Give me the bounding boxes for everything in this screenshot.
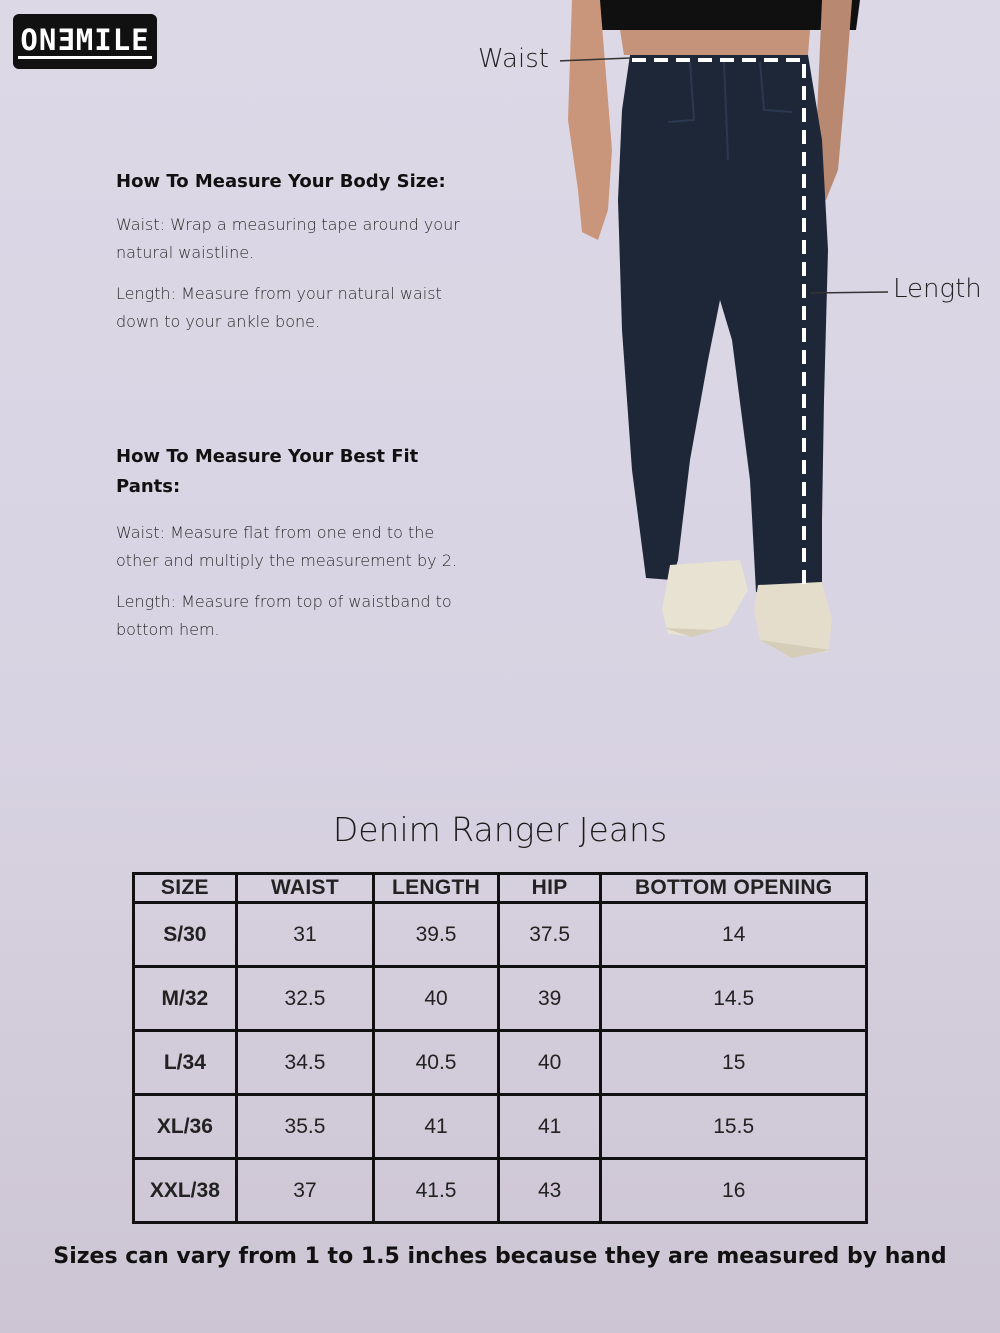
header-bottom-opening: BOTTOM OPENING <box>601 874 867 903</box>
cell-length: 41.5 <box>374 1159 499 1223</box>
cell-length: 40 <box>374 967 499 1031</box>
cell-bottom-opening: 16 <box>601 1159 867 1223</box>
logo-text: ONƎMILE <box>20 23 150 57</box>
measure-body-section <box>116 167 461 336</box>
header-hip: HIP <box>498 874 601 903</box>
measure-pants-length: Length: Measure from top of waistband to bottom hem. <box>116 592 452 639</box>
measure-body-length: Length: Measure from your natural waist down to your ankle bone. <box>116 284 442 331</box>
size-chart-title: Denim Ranger Jeans <box>332 810 668 849</box>
cell-size: L/34 <box>134 1031 237 1095</box>
cell-waist: 32.5 <box>236 967 373 1031</box>
table-row <box>134 1159 867 1223</box>
header-length: LENGTH <box>374 874 499 903</box>
cell-hip: 41 <box>498 1095 601 1159</box>
cell-size: XL/36 <box>134 1095 237 1159</box>
table-row <box>134 1095 867 1159</box>
cell-length: 40.5 <box>374 1031 499 1095</box>
cell-bottom-opening: 14 <box>601 903 867 967</box>
cell-hip: 37.5 <box>498 903 601 967</box>
brand-logo <box>13 14 157 69</box>
cell-bottom-opening: 14.5 <box>601 967 867 1031</box>
measure-pants-section <box>116 442 461 644</box>
cell-hip: 43 <box>498 1159 601 1223</box>
measurement-disclaimer: Sizes can vary from 1 to 1.5 inches because they are measured by hand <box>53 1244 947 1269</box>
cell-waist: 35.5 <box>236 1095 373 1159</box>
table-row <box>134 1031 867 1095</box>
cell-bottom-opening: 15.5 <box>601 1095 867 1159</box>
jeans-model-figure <box>478 0 1000 680</box>
cell-length: 41 <box>374 1095 499 1159</box>
table-row <box>134 903 867 967</box>
measure-pants-heading: How To Measure Your Best Fit Pants: <box>116 446 419 497</box>
cell-bottom-opening: 15 <box>601 1031 867 1095</box>
cell-size: XXL/38 <box>134 1159 237 1223</box>
length-label: Length <box>893 274 982 304</box>
measure-body-waist: Waist: Wrap a measuring tape around your natural waistline. <box>116 215 460 262</box>
size-chart-header-row <box>134 874 867 903</box>
measure-pants-waist: Waist: Measure flat from one end to the other and multiply the measurement by 2. <box>116 523 457 570</box>
size-chart-table <box>132 872 868 1224</box>
header-size: SIZE <box>134 874 237 903</box>
cell-hip: 40 <box>498 1031 601 1095</box>
cell-hip: 39 <box>498 967 601 1031</box>
cell-length: 39.5 <box>374 903 499 967</box>
cell-waist: 31 <box>236 903 373 967</box>
measure-body-heading: How To Measure Your Body Size: <box>116 171 446 192</box>
cell-size: S/30 <box>134 903 237 967</box>
cell-waist: 34.5 <box>236 1031 373 1095</box>
table-row <box>134 967 867 1031</box>
header-waist: WAIST <box>236 874 373 903</box>
cell-waist: 37 <box>236 1159 373 1223</box>
cell-size: M/32 <box>134 967 237 1031</box>
jeans-illustration <box>560 0 1000 680</box>
waist-label: Waist <box>478 44 549 74</box>
